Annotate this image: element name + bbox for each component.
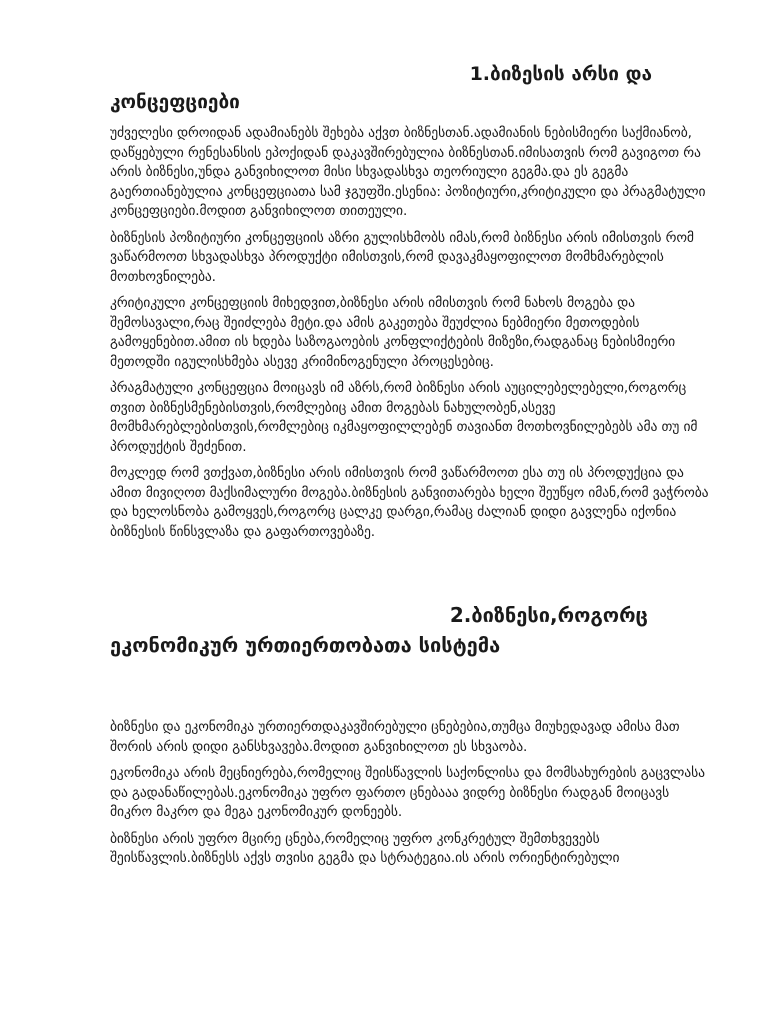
paragraph: უძველესი დროიდან ადამიანებს შეხება აქვთ ბიზნესთან.ადამიანის ნებისმიერი საქმიანობ, დაწყებული რენესანსის ეპოქიდან დაკავშირებულია ბიზნესთან.იმისათვის რომ გავიგოთ რა არის ბიზნესი,უნდა განვიხილოთ მისი სხვადასხვა თეორიული გეგმა.და ეს გეგმა გაერთიანებულია კონცეფციათა სამ ჯგუფში.ესენია: პოზიტიური,კრიტიკული და პრაგმატული კონცეფციები.მოდით განვიხილოთ თითეული. [110,125,706,219]
section-1-heading [110,60,710,116]
paragraph: ეკონომიკა არის მეცნიერება,რომელიც შეისწავლის საქონლისა და მომსახურების გაცვლასა და გადანაწილებას.ეკონომიკა უფრო ფართო ცნებააა ვიდრე ბიზნესი რადგან მოიცავს მიკრო მაკრო და მეგა ეკონომიკურ დონეებს. [110,765,705,820]
section-1-heading-line-2: კონცეფციები [110,91,240,113]
section-2 [110,600,710,869]
section-2-heading-line-1: 2.ბიზნესი,როგორც [449,603,648,627]
document-page [110,60,710,876]
section-2-heading-line-2: ეკონომიკურ ურთიერთობათა სისტემა [110,633,501,657]
paragraph: პრაგმატული კონცეფცია მოიცავს იმ აზრს,რომ ბიზნესი არის აუცილებელებელი,როგორც თვით ბიზნესმენებისთვის,რომლებიც ამით მოგებას ნახულობენ,ასევე მომხმარებლებისთვის,რომლებიც იკმაყოფილლებენ თავიანთ მოთხოვნილებებს ამა თუ იმ პროდუქტის შეძენით. [110,380,698,455]
section-1 [110,60,710,542]
paragraph: ბიზნესის პოზიტიური კონცეფციის აზრი გულისხმობს იმას,რომ ბიზნესი არის იმისთვის რომ ვაწარმოოთ სხვადასხვა პროდუქტი იმისთვის,რომ დავაკმაყოფილოთ მომხმარებლის მოთხოვნილება. [110,229,694,285]
section-2-heading [110,600,710,660]
paragraph: ბიზნესი არის უფრო მცირე ცნება,რომელიც უფრო კონკრეტულ შემთხვევებს შეისწავლის.ბიზნესს აქვს თვისი გეგმა და სტრატეგია.ის არის ორიენტირებული [110,830,620,866]
paragraph: ბიზნესი და ეკონომიკა ურთიერთდაკავშირებული ცნებებია,თუმცა მიუხედავად ამისა მათ შორის არის დიდი განსხვავება.მოდით განვიხილოთ ეს სხვაობა. [110,719,680,755]
paragraph: კრიტიკული კონცეფციის მიხედვით,ბიზნესი არის იმისთვის რომ ნახოს მოგება და შემოსავალი,რაც შეიძლება მეტი.და ამის გაკეთება შეუძლია ნებმიერი მეთოდების გამოყენებით.ამით ის ხდება საზოგაოების კონფლიქტების მიზეზი,რადგანაც ნებისმიერი მეთოდში იგულისხმება ასევე კრიმინოგენული პროცესებიც. [110,295,676,370]
section-1-heading-line-1: 1.ბიზესის არსი და [469,63,652,85]
paragraph: მოკლედ რომ ვთქვათ,ბიზნესი არის იმისთვის რომ ვაწარმოოთ ესა თუ ის პროდუქცია და ამით მივიღოთ მაქსიმალური მოგება.ბიზნესის განვითარება ხელი შეუწყო იმან,რომ ვაჭრობა და ხელოსნობა გამოყვეს,როგორც ცალკე დარგი,რამაც ძალიან დიდი გავლენა იქონია ბიზნესის წინსვლაზა და გაფართოვებაზე. [110,465,709,540]
